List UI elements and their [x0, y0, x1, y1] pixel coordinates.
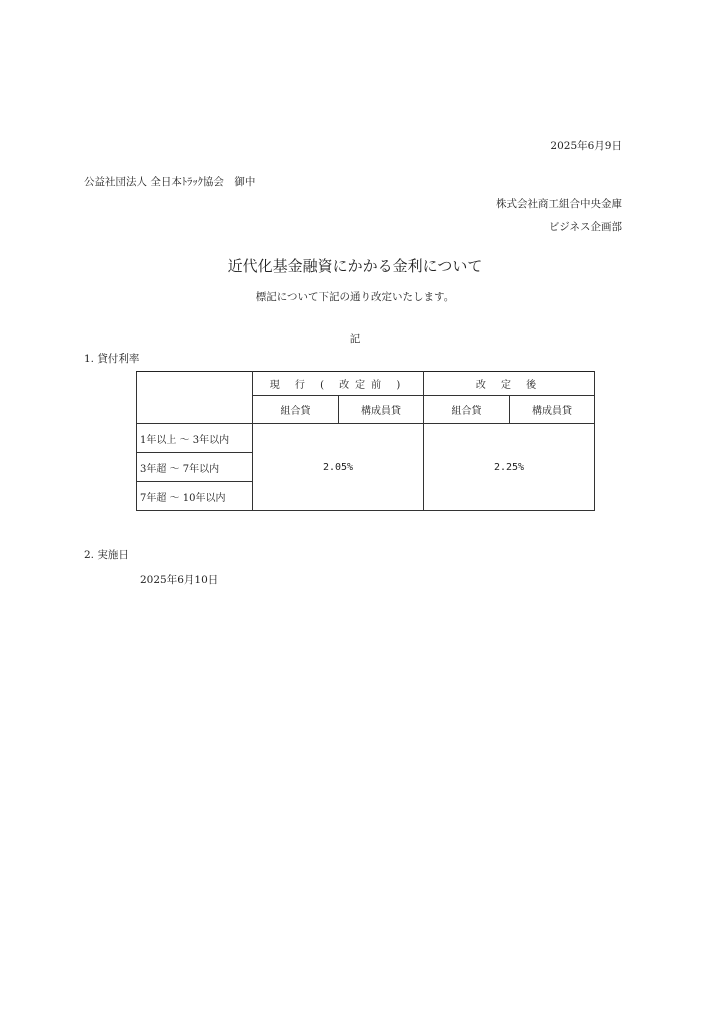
rate-revised: 2.25% — [424, 424, 595, 511]
section-lending-rate-heading: 1. 貸付利率 — [84, 353, 140, 365]
implementation-date: 2025年6月10日 — [140, 574, 219, 586]
table-corner-cell — [137, 372, 253, 424]
header-revised: 改 定 後 — [424, 372, 595, 396]
subheader-revised-member: 構成員貸 — [510, 396, 595, 424]
table-row — [137, 424, 595, 453]
recipient: 公益社団法人 全日本ﾄﾗｯｸ協会 御中 — [84, 176, 256, 188]
rate-current: 2.05% — [253, 424, 424, 511]
document-title: 近代化基金融資にかかる金利について — [227, 257, 483, 275]
ki-marker: 記 — [349, 333, 361, 345]
sender-company: 株式会社商工組合中央金庫 — [496, 198, 622, 210]
intro-text: 標記について下記の通り改定いたします。 — [255, 291, 455, 303]
term-label: 3年超 ～ 7年以内 — [137, 453, 253, 482]
subheader-current-member: 構成員貸 — [339, 396, 424, 424]
lending-rate-table — [136, 371, 595, 511]
subheader-current-union: 組合貸 — [253, 396, 339, 424]
document-date: 2025年6月9日 — [550, 140, 622, 152]
subheader-revised-union: 組合貸 — [424, 396, 510, 424]
section-implementation-heading: 2. 実施日 — [84, 549, 129, 561]
sender-department: ビジネス企画部 — [548, 221, 622, 233]
header-current: 現 行 ( 改定前 ) — [253, 372, 424, 396]
term-label: 1年以上 ～ 3年以内 — [137, 424, 253, 453]
term-label: 7年超 ～ 10年以内 — [137, 482, 253, 511]
